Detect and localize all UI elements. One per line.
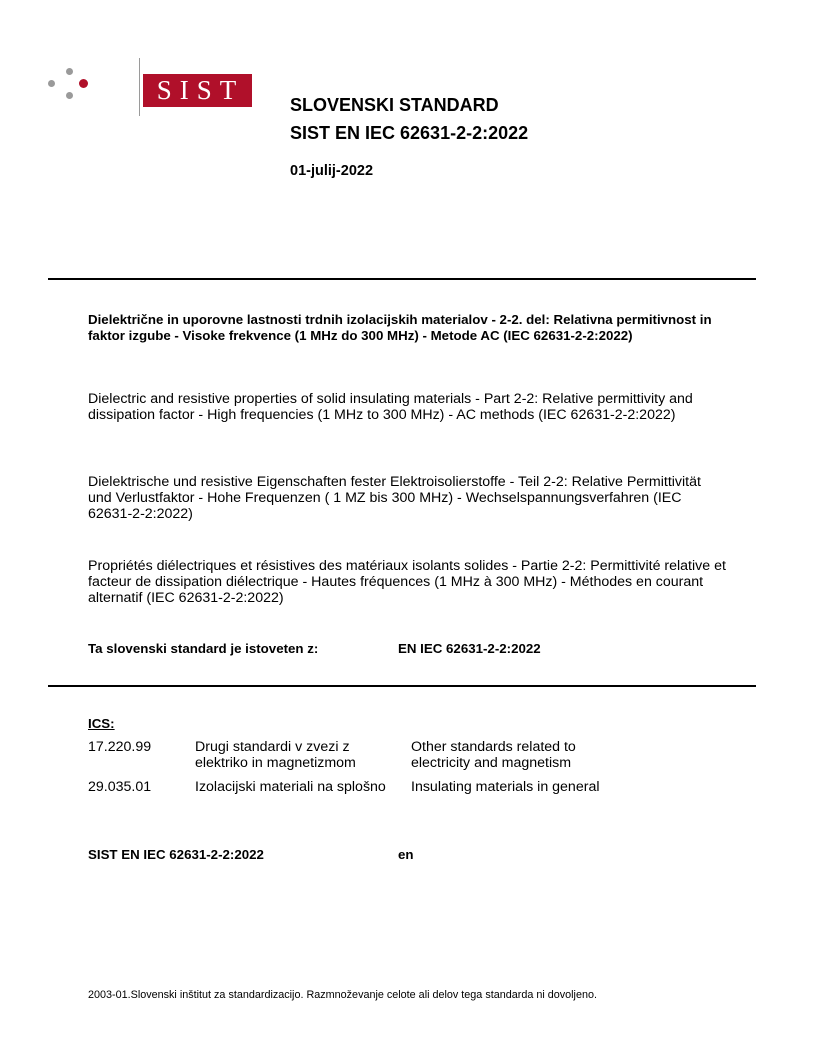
logo-dot-icon bbox=[66, 68, 73, 75]
logo-dot-icon bbox=[66, 92, 73, 99]
logo-wordmark: SIST bbox=[143, 74, 252, 107]
copyright-notice: 2003-01.Slovenski inštitut za standardizacijo. Razmnoževanje celote ali delov tega standarda ni dovoljeno. bbox=[88, 989, 597, 1001]
standard-heading: SLOVENSKI STANDARD bbox=[290, 95, 499, 115]
title-german: Dielektrische und resistive Eigenschaften fester Elektroisolierstoffe - Teil 2-2: Relative Permittivität und Verlustfaktor - Hohe Frequenzen ( 1 MZ bis 300 MHz) - Wechselspannungsverfahren (IEC 62631-2-2:2022) bbox=[88, 474, 701, 522]
standard-number: SIST EN IEC 62631-2-2:2022 bbox=[290, 123, 529, 143]
identical-label: Ta slovenski standard je istoveten z: bbox=[88, 641, 319, 656]
divider-top bbox=[48, 278, 756, 280]
footer-standard-id: SIST EN IEC 62631-2-2:2022 bbox=[88, 847, 264, 862]
publication-date: 01-julij-2022 bbox=[290, 163, 374, 179]
divider-bottom bbox=[48, 685, 756, 687]
ics-code: 29.035.01 bbox=[88, 779, 152, 795]
title-french: Propriétés diélectriques et résistives des matériaux isolants solides - Partie 2-2: Permittivité relative et facteur de dissipation diélectrique - Hautes fréquences (1 MHz à 300 MHz) - Méthodes en courant alternatif (IEC 62631-2-2:2022) bbox=[88, 558, 726, 606]
logo-dot-icon bbox=[79, 79, 88, 88]
ics-label: ICS: bbox=[88, 716, 115, 731]
ics-description-sl: Drugi standardi v zvezi z elektriko in magnetizmom bbox=[195, 739, 356, 771]
title-english: Dielectric and resistive properties of solid insulating materials - Part 2-2: Relative permittivity and dissipation factor - High frequencies (1 MHz to 300 MHz) - AC methods (IEC 62631-2-2:2022) bbox=[88, 391, 693, 423]
identical-value: EN IEC 62631-2-2:2022 bbox=[398, 641, 541, 656]
title-slovenian: Dielektrične in uporovne lastnosti trdnih izolacijskih materialov - 2-2. del: Relativna permitivnost in faktor izgube - Visoke frekvence (1 MHz do 300 MHz) - Metode AC (IEC 62631-2-2:2022) bbox=[88, 312, 712, 343]
ics-description-en: Other standards related to electricity and magnetism bbox=[411, 739, 576, 771]
ics-code: 17.220.99 bbox=[88, 739, 152, 755]
logo-divider bbox=[139, 58, 140, 116]
ics-description-en: Insulating materials in general bbox=[411, 779, 600, 795]
logo-dot-icon bbox=[48, 80, 55, 87]
ics-description-sl: Izolacijski materiali na splošno bbox=[195, 779, 386, 795]
footer-language: en bbox=[398, 847, 414, 862]
sist-logo bbox=[48, 68, 245, 118]
